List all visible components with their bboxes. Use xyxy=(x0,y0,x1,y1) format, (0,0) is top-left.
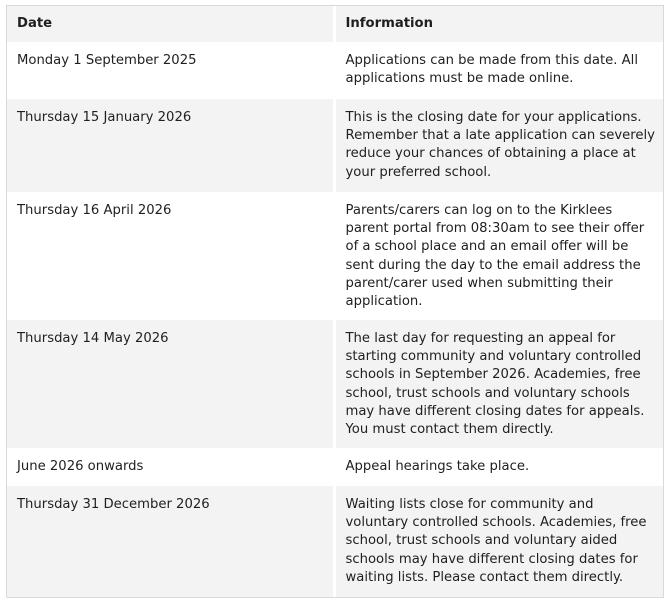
admissions-dates-table-container xyxy=(6,5,664,598)
row-date: Thursday 14 May 2026 xyxy=(7,320,334,448)
row-information: Appeal hearings take place. xyxy=(334,448,663,486)
row-date: Thursday 16 April 2026 xyxy=(7,192,334,320)
row-date: Monday 1 September 2025 xyxy=(7,42,334,99)
table-header-row xyxy=(7,6,663,42)
row-date: Thursday 31 December 2026 xyxy=(7,486,334,598)
row-information: This is the closing date for your applications. Remember that a late application can severely reduce your chances of obtaining a place at your preferred school. xyxy=(334,99,663,192)
row-information: Parents/carers can log on to the Kirklees parent portal from 08:30am to see their offer of a school place and an email offer will be sent during the day to the email address the parent/carer used when submitting their application. xyxy=(334,192,663,320)
row-information: Applications can be made from this date. All applications must be made online. xyxy=(334,42,663,99)
row-information: Waiting lists close for community and voluntary controlled schools. Academies, free school, trust schools and voluntary aided schools may have different closing dates for waiting lists. Please contact them directly. xyxy=(334,486,663,598)
admissions-dates-table xyxy=(7,6,663,598)
table-row xyxy=(7,486,663,598)
table-row xyxy=(7,99,663,192)
row-date: Thursday 15 January 2026 xyxy=(7,99,334,192)
row-information: The last day for requesting an appeal for starting community and voluntary controlled schools in September 2026. Academies, free school, trust schools and voluntary schools may have different closing dates for appeals. You must contact them directly. xyxy=(334,320,663,448)
header-information: Information xyxy=(334,6,663,42)
table-row xyxy=(7,42,663,99)
table-row xyxy=(7,320,663,448)
row-date: June 2026 onwards xyxy=(7,448,334,486)
table-row xyxy=(7,192,663,320)
table-row xyxy=(7,448,663,486)
header-date: Date xyxy=(7,6,334,42)
